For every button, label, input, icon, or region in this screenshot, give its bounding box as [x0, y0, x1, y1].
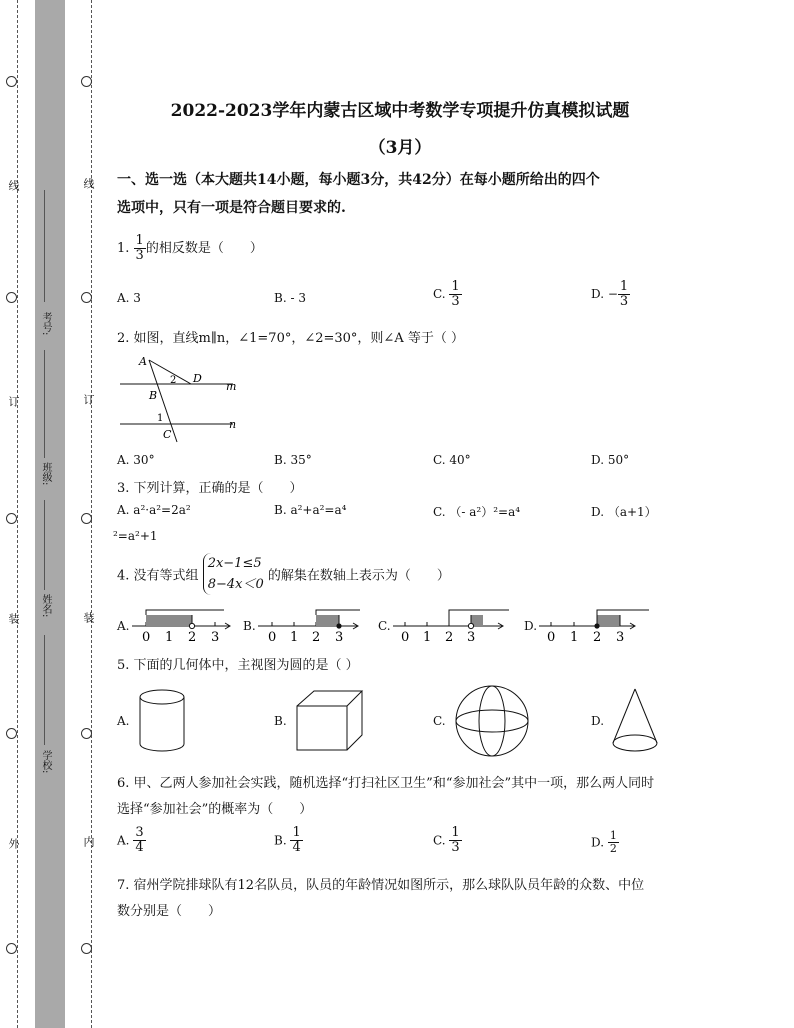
cone-shape — [610, 686, 660, 756]
fraction: $\frac{1}{4}$ — [292, 825, 301, 855]
svg-text:1: 1 — [423, 630, 432, 644]
svg-text:0: 0 — [142, 630, 151, 644]
option-c: C. — [378, 619, 391, 633]
exam-number-field: 考号: — [40, 312, 51, 336]
name-field: 姓名: — [40, 594, 51, 618]
cylinder-shape — [137, 688, 187, 754]
cube-shape — [294, 688, 366, 754]
school-field: 学校: — [40, 750, 51, 774]
number-line-d — [537, 604, 653, 644]
option-b: B. — [274, 714, 287, 728]
option-b: B. $\frac{1}{4}$ — [274, 825, 301, 855]
svg-text:2: 2 — [593, 630, 602, 644]
option-d: D. （a+1） — [591, 505, 657, 519]
number-line-c — [391, 604, 513, 644]
binding-strip — [35, 0, 65, 1028]
section-heading-line1: 一、选一选（本大题共14小题，每小题3分，共42分）在每小题所给出的四个 — [117, 172, 600, 188]
question-7-line1: 7. 宿州学院排球队有12名队员，队员的年龄情况如图所示，那么球队队员年龄的众数、中位 — [117, 878, 645, 893]
svg-text:1: 1 — [570, 630, 579, 644]
outer-dashed-line — [17, 0, 18, 1028]
question-7-line2: 数分别是（ ） — [117, 904, 222, 919]
question-number: 1. — [117, 241, 130, 256]
inner-label-line: 线 — [82, 178, 95, 189]
svg-text:n: n — [229, 418, 237, 431]
outer-label-line: 线 — [7, 180, 20, 191]
fraction: $\frac{1}{3}$ — [619, 279, 629, 309]
option-a: A. 30° — [117, 453, 155, 467]
svg-text:3: 3 — [467, 630, 476, 644]
question-text: 的相反数是（ ） — [145, 241, 263, 256]
school-line — [44, 635, 45, 745]
fraction: $\frac{3}{4}$ — [135, 825, 144, 855]
svg-text:1: 1 — [157, 413, 164, 424]
option-b: B. — [243, 619, 256, 633]
binding-hole — [81, 76, 92, 87]
binding-hole — [81, 292, 92, 303]
outer-label-outside: 外 — [7, 838, 20, 849]
svg-text:m: m — [226, 380, 237, 393]
inner-label-bind: 订 — [82, 394, 95, 405]
question-5: 5. 下面的几何体中，主视图为圆的是（ ） — [117, 658, 359, 673]
option-d: D. 50° — [591, 453, 630, 467]
fraction: $\frac{1}{3}$ — [135, 233, 144, 263]
svg-text:2: 2 — [445, 630, 454, 644]
svg-text:1: 1 — [290, 630, 299, 644]
svg-text:0: 0 — [268, 630, 277, 644]
inner-label-inside: 内 — [82, 836, 95, 847]
option-d: D. $\frac{1}{2}$ — [591, 829, 617, 855]
option-a: A. $\frac{3}{4}$ — [117, 825, 144, 855]
svg-text:3: 3 — [211, 630, 220, 644]
outer-label-bind: 订 — [7, 396, 20, 407]
option-a: A. 3 — [117, 291, 141, 305]
svg-text:1: 1 — [165, 630, 174, 644]
inequality-system: 2x−1≤5 8−4x＜0 — [203, 553, 264, 595]
svg-text:C: C — [163, 428, 172, 441]
exam-number-line — [44, 190, 45, 302]
question-4 — [117, 553, 450, 595]
question-3: 3. 下列计算，正确的是（ ） — [117, 481, 303, 496]
class-line — [44, 350, 45, 458]
section-heading — [117, 166, 687, 222]
binding-hole — [81, 513, 92, 524]
inner-dashed-line — [91, 0, 92, 1028]
question-2: 2. 如图，直线m∥n，∠1=70°，∠2=30°，则∠A 等于（ ） — [117, 331, 464, 346]
fraction: $\frac{1}{3}$ — [451, 279, 460, 309]
option-b: B. 35° — [274, 453, 312, 467]
binding-hole — [81, 728, 92, 739]
binding-hole — [6, 292, 17, 303]
binding-hole — [6, 76, 17, 87]
option-a: A. — [117, 619, 130, 633]
class-field: 班级: — [40, 462, 51, 486]
option-d: D. — [524, 619, 538, 633]
svg-text:D: D — [193, 372, 202, 385]
fraction: $\frac{1}{2}$ — [609, 829, 617, 855]
sphere-shape — [452, 683, 532, 759]
name-line — [44, 500, 45, 590]
option-a: A. — [117, 714, 130, 728]
option-d-continued: ²=a²+1 — [113, 529, 158, 543]
page-title: 2022-2023学年内蒙古区域中考数学专项提升仿真模拟试题 — [170, 101, 630, 121]
number-line-a — [130, 604, 236, 644]
option-c: C. $\frac{1}{3}$ — [433, 279, 460, 309]
option-c: C. （- a²）²=a⁴ — [433, 505, 521, 519]
svg-text:3: 3 — [616, 630, 625, 644]
option-d: D. − $\frac{1}{3}$ — [591, 279, 629, 309]
fraction: $\frac{1}{3}$ — [451, 825, 460, 855]
svg-text:A: A — [139, 355, 147, 368]
outer-label-install: 装 — [7, 613, 20, 624]
binding-hole — [6, 728, 17, 739]
svg-text:0: 0 — [547, 630, 556, 644]
option-a: A. a²·a²=2a² — [117, 503, 191, 517]
option-c: C. $\frac{1}{3}$ — [433, 825, 460, 855]
question-6-line1: 6. 甲、乙两人参加社会实践，随机选择“打扫社区卫生”和“参加社会”其中一项，那么两人同时 — [117, 776, 655, 791]
svg-text:2: 2 — [170, 375, 177, 386]
option-c: C. 40° — [433, 453, 471, 467]
option-b: B. a²+a²=a⁴ — [274, 503, 347, 517]
page-subtitle: （3月） — [368, 138, 432, 158]
option-d: D. — [591, 714, 605, 728]
svg-text:2: 2 — [188, 630, 197, 644]
option-c: C. — [433, 714, 446, 728]
number-line-b — [256, 604, 364, 644]
section-heading-line2: 选项中，只有一项是符合题目要求的. — [117, 200, 346, 216]
binding-hole — [81, 943, 92, 954]
option-b: B. - 3 — [274, 291, 306, 305]
question-6-line2: 选择“参加社会”的概率为（ ） — [117, 802, 313, 817]
inner-label-install: 装 — [82, 612, 95, 623]
binding-hole — [6, 943, 17, 954]
question-suffix: 的解集在数轴上表示为（ ） — [267, 568, 450, 584]
svg-text:3: 3 — [335, 630, 344, 644]
parallel-lines-figure — [115, 352, 245, 444]
question-1 — [117, 234, 263, 263]
svg-text:2: 2 — [312, 630, 321, 644]
question-prefix: 4. 没有等式组 — [117, 568, 199, 584]
svg-text:B: B — [149, 389, 158, 402]
svg-text:0: 0 — [401, 630, 410, 644]
binding-hole — [6, 513, 17, 524]
